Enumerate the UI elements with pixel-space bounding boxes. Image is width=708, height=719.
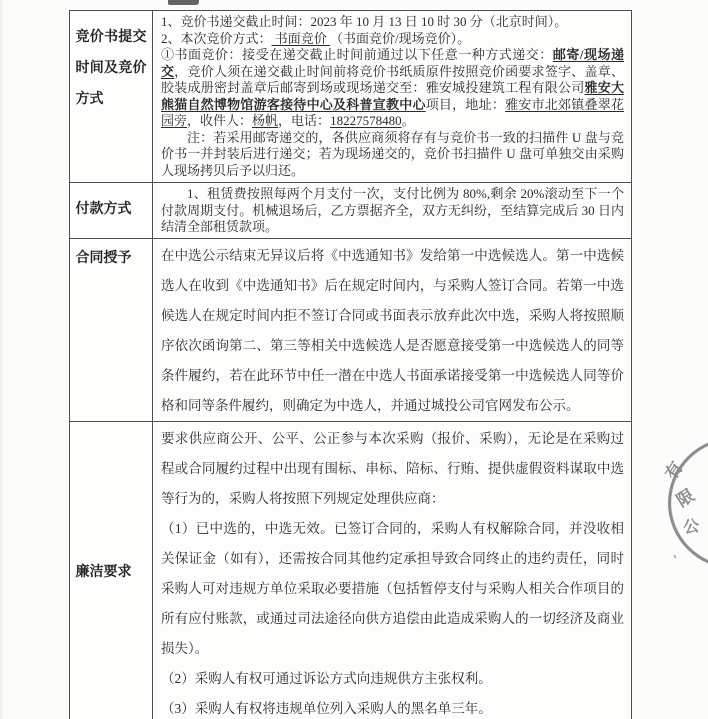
seal-character: 、 bbox=[672, 548, 685, 562]
paragraph bbox=[161, 424, 624, 514]
text-run: （书面竞价/现场竞价）。 bbox=[330, 30, 471, 46]
row-header-label: 竞价书提交时间及竞价方式 bbox=[75, 30, 147, 107]
text-run: （1）已中选的，中选无效。已签订合同的，采购人有权解除合同，并没收相关保证金（如有），还需按合同其他约定承担导致合同终止的违约责任，同时采购人可对违规方单位采取必要措施（包括暂停支付与采购人相关合作项目的所有应付账款，或通过司法途径向供方追偿由此造成采购人的一切经济及商业损失）。 bbox=[161, 520, 624, 656]
row-header-integrity-requirements bbox=[70, 422, 153, 719]
seal-character: 限 bbox=[673, 485, 698, 511]
row-header-payment-method bbox=[70, 183, 153, 238]
text-run: ，电话： bbox=[278, 113, 331, 128]
table-row-integrity-requirements bbox=[70, 421, 631, 719]
row-header-bid-submission bbox=[70, 11, 153, 182]
emphasized-text: 书面竞价 bbox=[271, 30, 331, 46]
paragraph bbox=[161, 130, 624, 180]
text-run: 注：若采用邮寄递交的，各供应商须将存有与竞价书一致的扫描件 U 盘与竞价书一并封装后进行递交；若为现场递交的，竞价书扫描件 U 盘可单独交由采购人现场拷贝后予以归还。 bbox=[161, 129, 624, 178]
row-header-contract-award bbox=[70, 239, 153, 421]
row-header-label: 付款方式 bbox=[75, 202, 132, 218]
text-run: 2、本次竞价方式： bbox=[161, 30, 272, 46]
row-header-label: 廉洁要求 bbox=[75, 564, 132, 580]
emphasized-text: 邮寄/现场递交 bbox=[161, 47, 624, 79]
text-run: ，竞价人须在递交截止时间前将竞价书纸质原件按照竞价函要求签字、盖章、胶装成册密封盖章后邮寄到场或现场递交至：雅安城投建筑工程有限公司 bbox=[161, 63, 624, 95]
paragraph bbox=[161, 31, 624, 48]
text-run: （2）采购人有权可通过诉讼方式向违规供方主张权利。 bbox=[161, 670, 492, 686]
text-run: 1、租赁费按照每两个月支付一次，支付比例为 80%,剩余 20%滚动至下一个付款周期支付。机械退场后，乙方票据齐全，双方无纠纷，至结算完成后 30 日内结清全部租赁款项。 bbox=[161, 186, 624, 234]
paragraph bbox=[161, 664, 624, 694]
paragraph bbox=[161, 694, 624, 719]
row-content-bid-submission bbox=[153, 11, 631, 182]
text-run: ，收件人： bbox=[187, 113, 253, 128]
emphasized-text: 18227578480 bbox=[330, 113, 402, 128]
scan-smudge bbox=[168, 0, 199, 5]
text-run: 要求供应商公开、公平、公正参与本次采购（报价、采购），无论是在采购过程或合同履约过程中出现有围标、串标、陪标、行贿、提供虚假资料谋取中选等行为的，采购人将按照下列规定处理供应商： bbox=[161, 430, 624, 506]
text-run: 1、竞价书递交截止时间：2023 年 10 月 13 日 10 时 30 分（北京时间）。 bbox=[161, 14, 568, 29]
text-run: 在中选公示结束无异议后将《中选通知书》发给第一中选候选人。第一中选候选人在收到《中选通知书》后在规定时间内，与采购人签订合同。若第一中选候选人在规定时间内拒不签订合同或书面表示放弃此次中选，采购人将按照顺序依次函询第二、第三等相关中选候选人是否愿意接受第一中选候选人的同等条件履约，若在此环节中任一潜在中选人书面承诺接受第一中选候选人同等价格和同等条件履约，则确定为中选人，并通过城投公司官网发布公示。 bbox=[161, 247, 624, 413]
text-run: 。 bbox=[401, 113, 415, 128]
seal-character: 有 bbox=[661, 458, 687, 483]
row-header-label: 合同授予 bbox=[75, 250, 132, 266]
table-row-contract-award bbox=[70, 238, 631, 421]
seal-character: 公 bbox=[682, 517, 701, 538]
row-content-contract-award bbox=[153, 239, 631, 421]
emphasized-text: 杨帆 bbox=[252, 113, 279, 128]
table-row-bid-submission bbox=[70, 11, 631, 182]
seal-arc bbox=[668, 437, 708, 569]
paragraph bbox=[161, 47, 624, 130]
text-run: （3）采购人有权将违规单位列入采购人的黑名单三年。 bbox=[161, 700, 492, 716]
paragraph bbox=[161, 514, 624, 664]
row-content-integrity-requirements bbox=[153, 422, 631, 719]
paragraph bbox=[161, 186, 624, 236]
paragraph bbox=[161, 241, 624, 421]
emphasized-text: 雅安大熊猫自然博物馆游客接待中心及科普宣教中心 bbox=[161, 80, 624, 112]
text-run: ①书面竞价：接受在递交截止时间前通过以下任意一种方式递交： bbox=[161, 47, 553, 62]
text-run: 项目，地址： bbox=[425, 96, 506, 112]
procurement-terms-table bbox=[69, 10, 632, 719]
emphasized-text: 雅安市北郊镇叠翠花园旁 bbox=[161, 96, 624, 128]
paragraph bbox=[161, 14, 624, 31]
table-row-payment-method bbox=[70, 182, 631, 238]
row-content-payment-method bbox=[153, 183, 631, 238]
company-seal-stamp bbox=[638, 424, 708, 594]
